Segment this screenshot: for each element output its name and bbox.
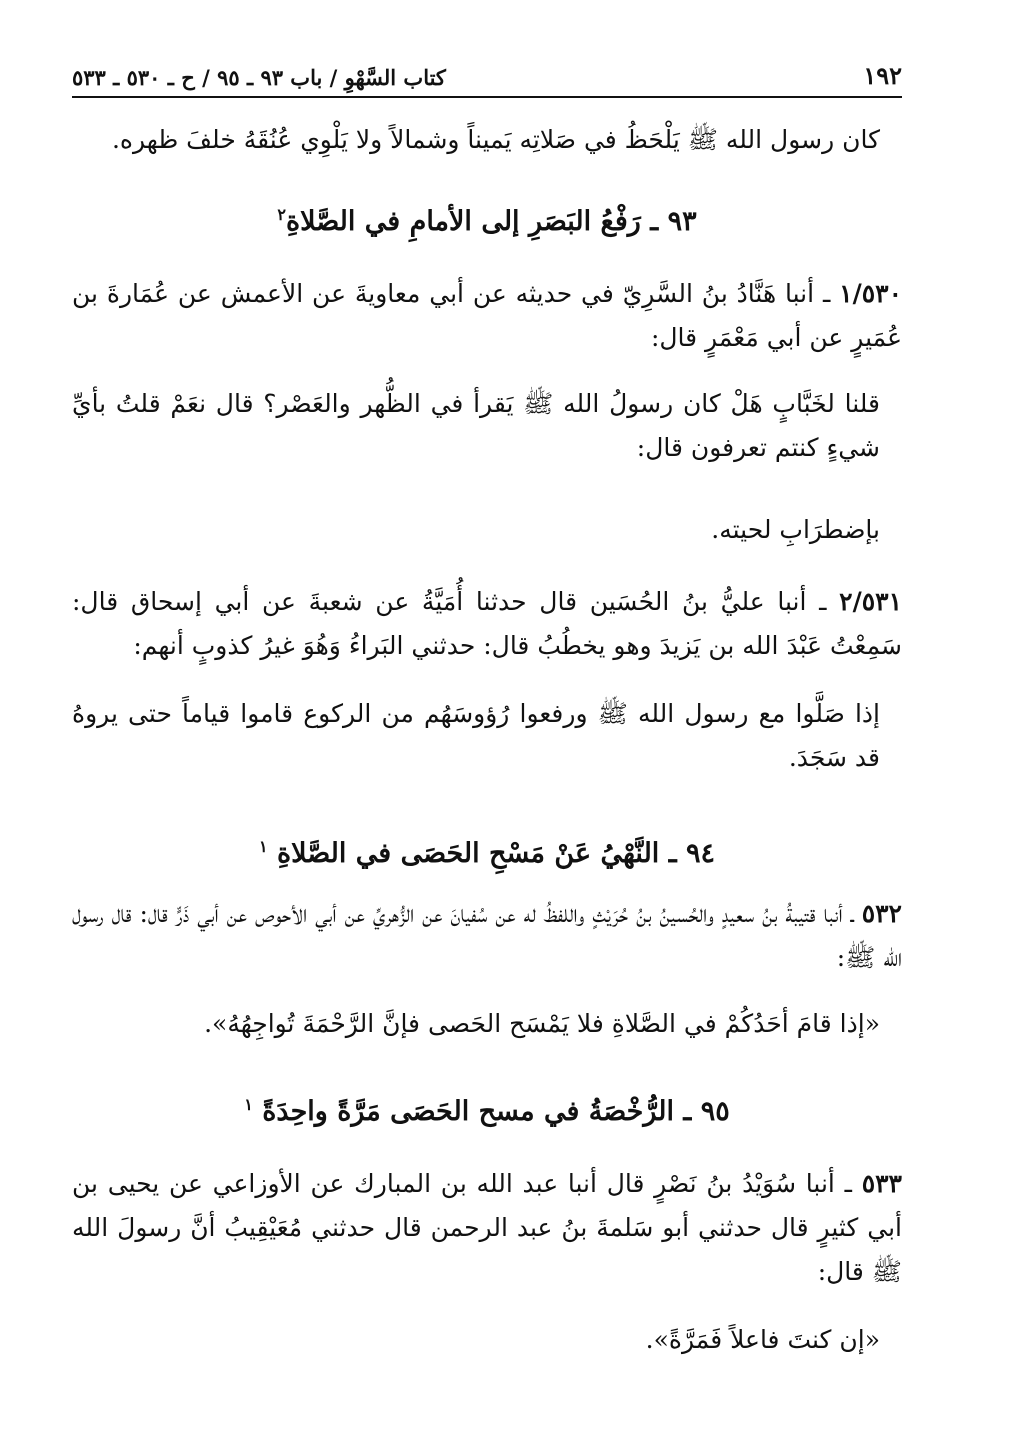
hadith-530 bbox=[72, 272, 902, 360]
section-93-title: ٩٣ ـ رَفْعُ البَصَرِ إلى الأمامِ في الصَّلاةِ bbox=[286, 206, 697, 237]
section-94-heading bbox=[72, 832, 902, 876]
hadith-531-matn-block bbox=[72, 692, 902, 780]
continuation-text: كان رسول الله ﷺ يَلْحَظُ في صَلاتِه يَميناً وشمالاً ولا يَلْوِي عُنُقَهُ خلفَ ظهره. bbox=[111, 125, 880, 154]
hadith-531-isnad: ـ أنبا عليُّ بنُ الحُسَين قال حدثنا أُمَيَّةُ عن شعبةَ عن أبي إسحاق قال: سَمِعْتُ عَبْدَ الله بن يَزيدَ وهو يخطُبُ قال: حدثني البَراءُ وَهُوَ غيرُ كذوبٍ أنهم: bbox=[72, 587, 902, 660]
section-95-title: ٩٥ ـ الرُّخْصَةُ في مسح الحَصَى مَرَّةً واحِدَةً bbox=[262, 1096, 730, 1127]
hadith-531-matn: إذا صَلَّوا مع رسول الله ﷺ ورفعوا رُؤوسَهُم من الركوع قاموا قياماً حتى يروهُ قد سَجَدَ. bbox=[72, 699, 880, 772]
hadith-531-number: ٢/٥٣١ bbox=[839, 587, 902, 616]
section-94-title: ٩٤ ـ النَّهْيُ عَنْ مَسْحِ الحَصَى في الصَّلاةِ bbox=[276, 838, 716, 869]
hadith-530-matn-block bbox=[72, 382, 902, 470]
section-94-footnote-ref: ١ bbox=[258, 837, 268, 856]
hadith-530-isnad: ـ أنبا هَنَّادُ بنُ السَّرِيّ في حديثه عن أبي معاويةَ عن الأعمش عن عُمَارةَ بن عُمَيرٍ عن أبي مَعْمَرٍ قال: bbox=[72, 279, 902, 352]
hadith-532-number: ٥٣٢ bbox=[861, 899, 902, 928]
running-title: كتاب السَّهْوِ / باب ٩٣ ـ ٩٥ / ح ـ ٥٣٠ ـ ٥٣٣ bbox=[72, 65, 446, 90]
continuation-paragraph bbox=[72, 118, 902, 162]
section-93-heading bbox=[72, 200, 902, 244]
hadith-533-matn-block bbox=[72, 1318, 902, 1362]
hadith-533-isnad: ـ أنبا سُوَيْدُ بنُ نَصْرٍ قال أنبا عبد الله بن المبارك عن الأوزاعي عن يحيى بن أبي كثيرٍ قال حدثني أبو سَلمةَ بنُ عبد الرحمن قال حدثني مُعَيْقِيبُ أنَّ رسولَ الله ﷺ قال: bbox=[72, 1169, 902, 1286]
page-number: ١٩٢ bbox=[863, 61, 902, 90]
running-header bbox=[72, 56, 902, 98]
hadith-532 bbox=[72, 892, 902, 980]
hadith-532-matn-block bbox=[72, 1002, 902, 1046]
section-93-footnote-ref: ٢ bbox=[277, 205, 286, 224]
book-page bbox=[72, 56, 902, 1354]
hadith-530-number: ١/٥٣٠ bbox=[839, 279, 902, 308]
section-95-footnote-ref: ١ bbox=[244, 1095, 253, 1114]
hadith-530-matn-end: بإضطرَابِ لحيته. bbox=[711, 515, 880, 544]
hadith-530-matn2-block bbox=[72, 508, 902, 552]
hadith-532-isnad: ـ أنبا قتيبةُ بنُ سعيدٍ والحُسينُ بنُ حُرَيْثٍ واللفظُ له عن سُفيانَ عن الزُّهريِّ عن أبي الأحوص عن أبي ذَرٍّ قال: قال رسول الله ﷺ: bbox=[72, 899, 902, 972]
hadith-532-matn: «إذا قامَ أحَدُكُمْ في الصَّلاةِ فلا يَمْسَح الحَصى فإنَّ الرَّحْمَةَ تُواجِهُهُ». bbox=[204, 1009, 880, 1038]
hadith-533-matn: «إن كنتَ فاعلاً فَمَرَّةً». bbox=[645, 1325, 880, 1354]
section-95-heading bbox=[72, 1090, 902, 1134]
hadith-533-number: ٥٣٣ bbox=[861, 1169, 902, 1198]
hadith-531 bbox=[72, 580, 902, 668]
hadith-533 bbox=[72, 1162, 902, 1294]
hadith-530-matn: قلنا لخَبَّابٍ هَلْ كان رسولُ الله ﷺ يَقرأ في الظُّهر والعَصْر؟ قال نعَمْ قلتُ بأيِّ شيءٍ كنتم تعرفون قال: bbox=[72, 389, 880, 462]
